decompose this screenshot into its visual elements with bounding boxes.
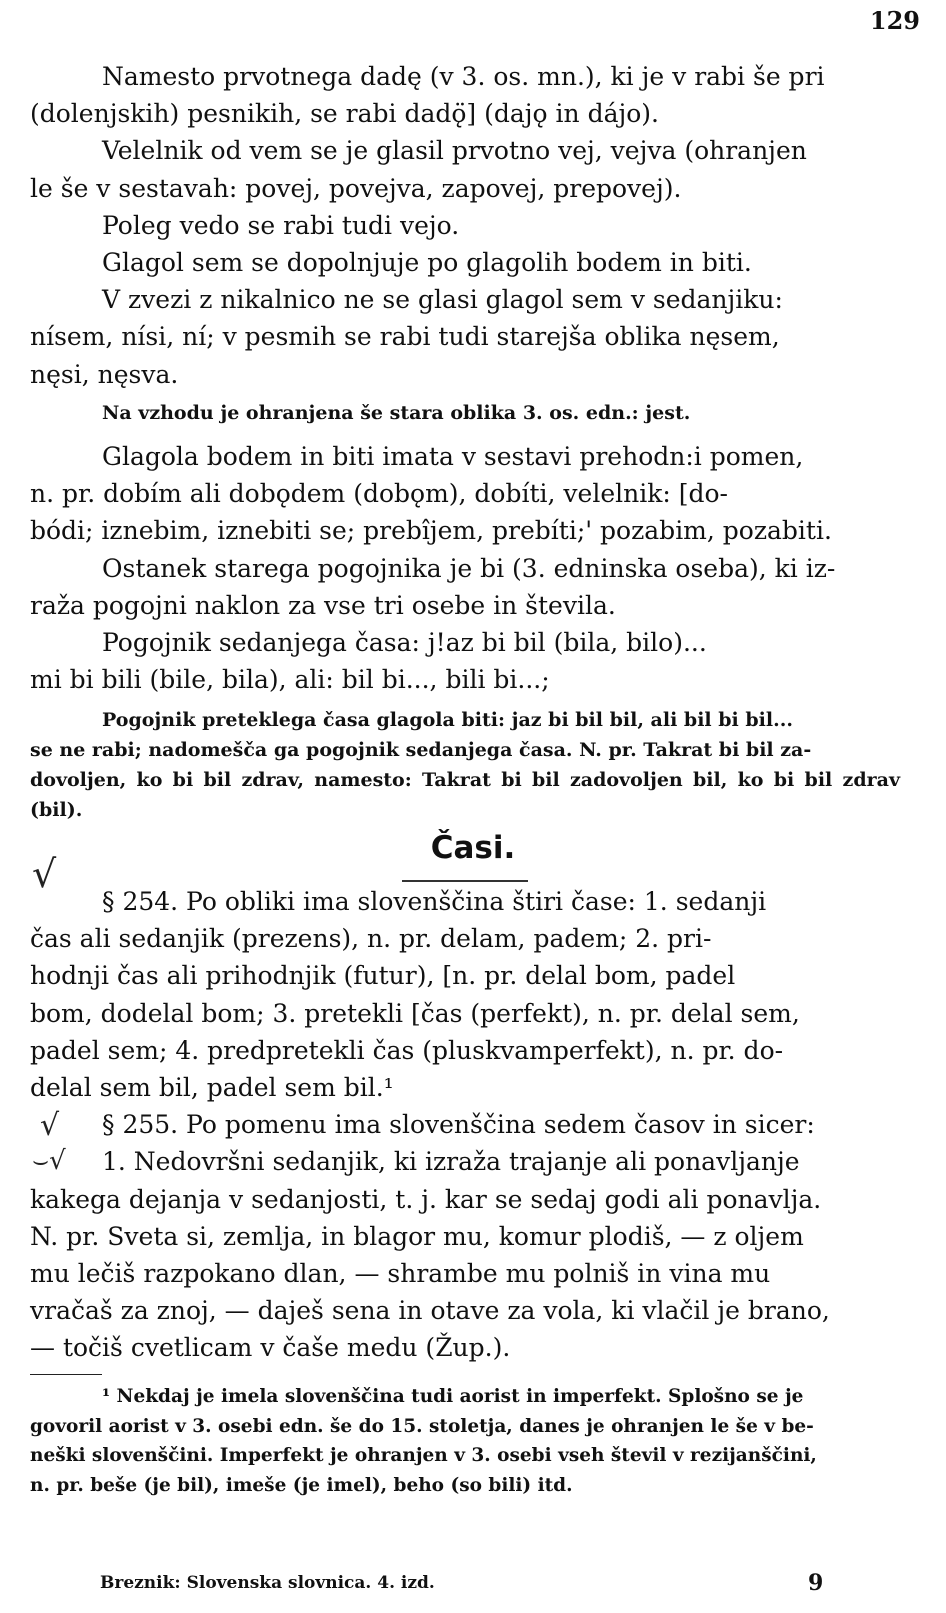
small-note: Pogojnik preteklega časa glagola biti: jaz bi bil bil, ali bil bi bil... se ne rabi; nadomešča ga pogojnik sedanjega časa. N. pr. Takrat bi bil za- dovoljen, ko bi bil zdrav, namesto: Takrat bi bil zadovoljen bil, ko bi bil zdrav (bil). (30, 709, 900, 821)
middle-section (30, 438, 900, 698)
footnote-block (30, 1382, 900, 1500)
bottom-section (30, 883, 900, 1367)
footnote-divider (30, 1374, 102, 1375)
small-note-1-block (30, 398, 900, 428)
paragraph: Namesto prvotnega dadę (v 3. os. mn.), ki je v rabi še pri (dolenjskih) pesnikih, se rabi dadǫ̈] (dajǫ in dájo). (30, 62, 825, 129)
paragraph: § 255. Po pomenu ima slovenščina sedem časov in sicer: (102, 1110, 815, 1140)
paragraph: Pogojnik sedanjega časa: j!az bi bil (bila, bilo)... mi bi bili (bile, bila), ali: bil bi..., bili bi...; (30, 628, 707, 695)
section-heading: Časi. (430, 830, 516, 866)
paragraph: § 254. Po obliki ima slovenščina štiri čase: 1. sedanji čas ali sedanjik (prezens), n. pr. delam, padem; 2. pri- hodnji čas ali prihodnjik (futur), [n. pr. delal bom, padel bom, dodelal bom; 3. pretekli [čas (perfekt), n. pr. delal sem, padel sem; 4. predpretekli čas (pluskvamperfekt), n. pr. do- delal sem bil, padel sem bil.¹ (30, 887, 800, 1103)
handwritten-check-mark: ⌣√ (32, 1146, 66, 1176)
paragraph: 1. Nedovršni sedanjik, ki izraža trajanje ali ponavljanje kakega dejanja v sedanjosti, t. j. kar se sedaj godi ali ponavlja. N. pr. Sveta si, zemlja, in blagor mu, komur plodiš, — z oljem mu lečiš razpokano dlan, — shrambe mu polniš in vina mu vračaš za znoj, — daješ sena in otave za vola, ki vlačil je brano, — točiš cvetlicam v čaše medu (Žup.). (30, 1147, 830, 1363)
small-note: Na vzhodu je ohranjena še stara oblika 3. os. edn.: jest. (102, 402, 691, 424)
top-section (30, 58, 900, 393)
paragraph: Velelnik od vem se je glasil prvotno vej, vejva (ohranjen le še v sestavah: povej, povejva, zapovej, prepovej). (30, 136, 807, 203)
footnote: ¹ Nekdaj je imela slovenščina tudi aorist in imperfekt. Splošno se je govoril aorist v 3. osebi edn. še do 15. stoletja, danes je ohranjen le še v be- neški slovenščini. Imperfekt je ohranjen v 3. osebi vseh števil v rezijanščini, n. pr. beše (je bil), imeše (je imel), beho (so bili) itd. (30, 1386, 817, 1496)
footer-source: Breznik: Slovenska slovnica. 4. izd. (100, 1573, 435, 1593)
paragraph: V zvezi z nikalnico ne se glasi glagol sem v sedanjiku: nísem, nísi, ní; v pesmih se rabi tudi starejša oblika nęsem, nęsi, nęsva. (30, 285, 783, 389)
handwritten-underline (402, 880, 528, 882)
page-number: 129 (869, 6, 920, 35)
handwritten-check-mark: √ (40, 1108, 60, 1143)
handwritten-check-mark: √ (32, 852, 57, 896)
signature-number: 9 (808, 1570, 824, 1596)
paragraph: Glagol sem se dopolnjuje po glagolih bodem in biti. (102, 248, 752, 278)
small-note-2-block (30, 705, 900, 825)
paragraph: Glagola bodem in biti imata v sestavi prehodn:i pomen, n. pr. dobím ali dobǫdem (dobǫm), dobíti, velelnik: [do- bódi; iznebim, iznebiti se; prebîjem, prebíti;' pozabim, pozabiti. (30, 442, 832, 546)
paragraph: Poleg vedo se rabi tudi vejo. (102, 210, 460, 240)
paragraph: Ostanek starega pogojnika je bi (3. edninska oseba), ki iz- raža pogojni naklon za vse tri osebe in števila. (30, 553, 836, 620)
